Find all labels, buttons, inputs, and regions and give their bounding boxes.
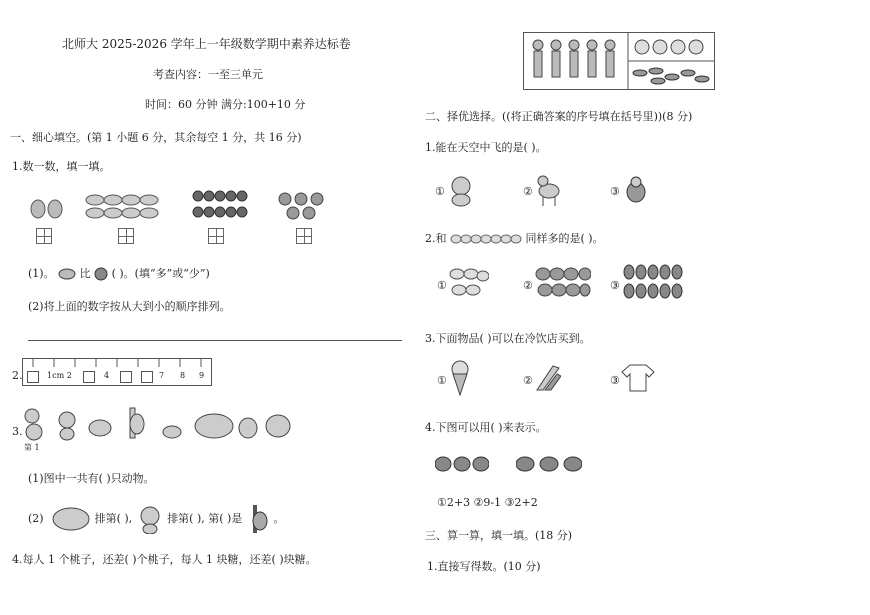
- q3-sub2: (2) 排第( ), 排第( ), 第( )是 。: [28, 503, 284, 535]
- section2-heading: 二、择优选择。((将正确答案的序号填在括号里))(8 分): [425, 110, 693, 123]
- s2-q3-text: 3.下面物品( )可以在冷饮店买到。: [425, 332, 591, 345]
- ruler-blank-3[interactable]: [83, 371, 95, 383]
- answer-box-apple[interactable]: [296, 228, 312, 247]
- s2-q3-opt3-label[interactable]: ③: [610, 374, 620, 387]
- elephant-icon: [47, 505, 91, 533]
- animal-row: [22, 404, 302, 442]
- ruler-blank-6[interactable]: [141, 371, 153, 383]
- sheep-group-icon: [449, 266, 489, 298]
- s2-q1-opt3-label[interactable]: ③: [610, 185, 620, 198]
- q3-sub1: (1)图中一共有( )只动物。: [28, 472, 155, 485]
- apple-icon: [94, 267, 108, 281]
- ruler: 1cm 2 4 7 8 9: [22, 358, 212, 386]
- deer-icon: [246, 503, 270, 535]
- candy-row-icon: [450, 234, 522, 244]
- q1-sub2: (2)将上面的数字按从大到小的顺序排列。: [28, 300, 231, 313]
- s2-q3-opt1-label[interactable]: ①: [437, 374, 447, 387]
- answer-box-cap[interactable]: [118, 228, 134, 247]
- dog-option-icon: [447, 175, 475, 207]
- answer-box-pear[interactable]: [36, 228, 52, 247]
- answer-box-grape[interactable]: [208, 228, 224, 247]
- q3-num: 3.: [12, 425, 23, 438]
- section3-heading: 三、算一算，填一填。(18 分): [425, 529, 573, 542]
- s2-q4-options[interactable]: ①2+3 ②9-1 ③2+2: [437, 496, 538, 509]
- apple-group: [276, 191, 328, 221]
- s2-q2-opt1-label[interactable]: ①: [437, 279, 447, 292]
- burger-group-right: [516, 456, 582, 472]
- q1-text: 1.数一数，填一填。: [12, 160, 111, 173]
- section1-heading: 一、细心填空。(第 1 小题 6 分，其余每空 1 分，共 16 分): [10, 131, 302, 144]
- s2-q3-opt2-label[interactable]: ②: [523, 374, 533, 387]
- q3-first-label: 第 1: [24, 443, 40, 452]
- cap-icon: [58, 268, 76, 280]
- ruler-blank-5[interactable]: [120, 371, 132, 383]
- s2-q1-text: 1.能在天空中飞的是( )。: [425, 141, 547, 154]
- q2-num: 2.: [12, 369, 23, 382]
- tshirt-icon: [620, 363, 656, 393]
- ruler-blank-1[interactable]: [27, 371, 39, 383]
- burger-group-left: [435, 456, 489, 472]
- s3-q1-text: 1.直接写得数。(10 分): [427, 560, 541, 573]
- q4-text: 4.每人 1 个桃子，还差( )个桃子，每人 1 块糖，还差( )块糖。: [12, 553, 317, 566]
- horse-option-icon: [535, 173, 563, 207]
- q1-sub1: (1)。 比 ( )。(填“多”或“少”): [28, 267, 210, 280]
- pear-group: [28, 195, 68, 219]
- squirrel-group-icon: [622, 263, 684, 301]
- grape-group: [192, 189, 248, 221]
- bird-option-icon: [622, 175, 650, 207]
- exam-scope: 考查内容：一至三单元: [153, 68, 263, 81]
- s2-q2-opt3-label[interactable]: ③: [610, 279, 620, 292]
- answer-line[interactable]: [28, 340, 402, 341]
- exam-time: 时间：60 分钟 满分:100+10 分: [145, 98, 306, 111]
- s2-q1-opt2-label[interactable]: ②: [523, 185, 533, 198]
- s2-q2-text: 2.和 同样多的是( )。: [425, 232, 604, 245]
- s2-q1-opt1-label[interactable]: ①: [435, 185, 445, 198]
- dog-icon: [136, 504, 164, 534]
- kids-peach-candy-figure: [523, 32, 715, 90]
- hedgehog-group-icon: [535, 265, 591, 299]
- s2-q2-opt2-label[interactable]: ②: [523, 279, 533, 292]
- s2-q4-text: 4.下图可以用( )来表示。: [425, 421, 547, 434]
- exam-title: 北师大 2025-2026 学年上一年级数学期中素养达标卷: [62, 37, 351, 51]
- stapler-icon: [535, 364, 561, 392]
- cap-group: [85, 192, 161, 220]
- ice-cream-icon: [449, 360, 471, 396]
